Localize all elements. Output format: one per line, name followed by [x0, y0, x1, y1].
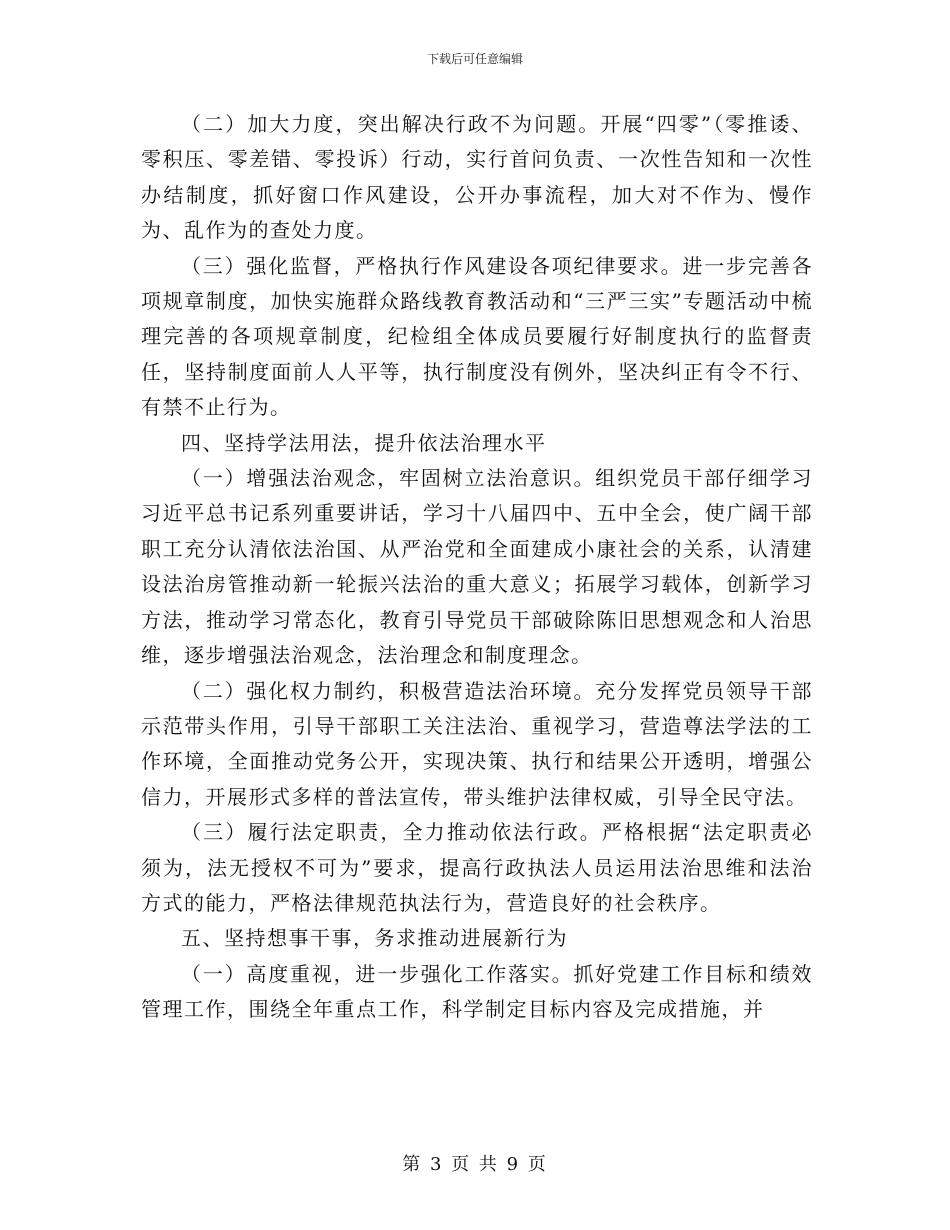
page-number-footer: 第 3 页 共 9 页 [402, 1154, 548, 1175]
paragraph: （二）强化权力制约，积极营造法治环境。充分发挥党员领导干部示范带头作用，引导干部职工关注法治、重视学习，营造尊法学法的工作环境，全面推动党务公开，实现决策、执行和结果公开透明，增强公信力，开展形式多样的普法宣传，带头维护法律权威，引导全民守法。 [141, 678, 813, 809]
paragraph: （一）高度重视，进一步强化工作落实。抓好党建工作目标和绩效管理工作，围绕全年重点工作，科学制定目标内容及完成措施，并 [141, 961, 813, 1022]
paragraph: （三）强化监督，严格执行作风建设各项纪律要求。进一步完善各项规章制度，加快实施群众路线教育教活动和“三严三实”专题活动中梳理完善的各项规章制度，纪检组全体成员要履行好制度执行的监督责任，坚持制度面前人人平等，执行制度没有例外，坚决纠正有令不行、有禁不止行为。 [141, 253, 813, 420]
document-body [141, 107, 813, 1028]
section-heading: 四、坚持学法用法，提升依法治理水平 [181, 430, 547, 455]
paragraph: （一）增强法治观念，牢固树立法治意识。组织党员干部仔细学习习近平总书记系列重要讲话，学习十八届四中、五中全会，使广阔干部职工充分认清依法治国、从严治党和全面建成小康社会的关系，认清建设法治房管推动新一轮振兴法治的重大意义；拓展学习载体，创新学习方法，推动学习常态化，教育引导党员干部破除陈旧思想观念和人治思维，逐步增强法治观念，法治理念和制度理念。 [141, 466, 813, 668]
paragraph: （二）加大力度，突出解决行政不为问题。开展“四零”（零推诿、零积压、零差错、零投诉）行动，实行首问负责、一次性告知和一次性办结制度，抓好窗口作风建设，公开办事流程，加大对不作为、慢作为、乱作为的查处力度。 [141, 112, 813, 243]
paragraph: （三）履行法定职责，全力推动依法行政。严格根据“法定职责必须为，法无授权不可为”要求，提高行政执法人员运用法治思维和法治方式的能力，严格法律规范执法行为，营造良好的社会秩序。 [141, 820, 813, 915]
page-header: 下载后可任意编辑 [426, 52, 523, 66]
section-heading: 五、坚持想事干事，务求推动进展新行为 [181, 926, 568, 951]
